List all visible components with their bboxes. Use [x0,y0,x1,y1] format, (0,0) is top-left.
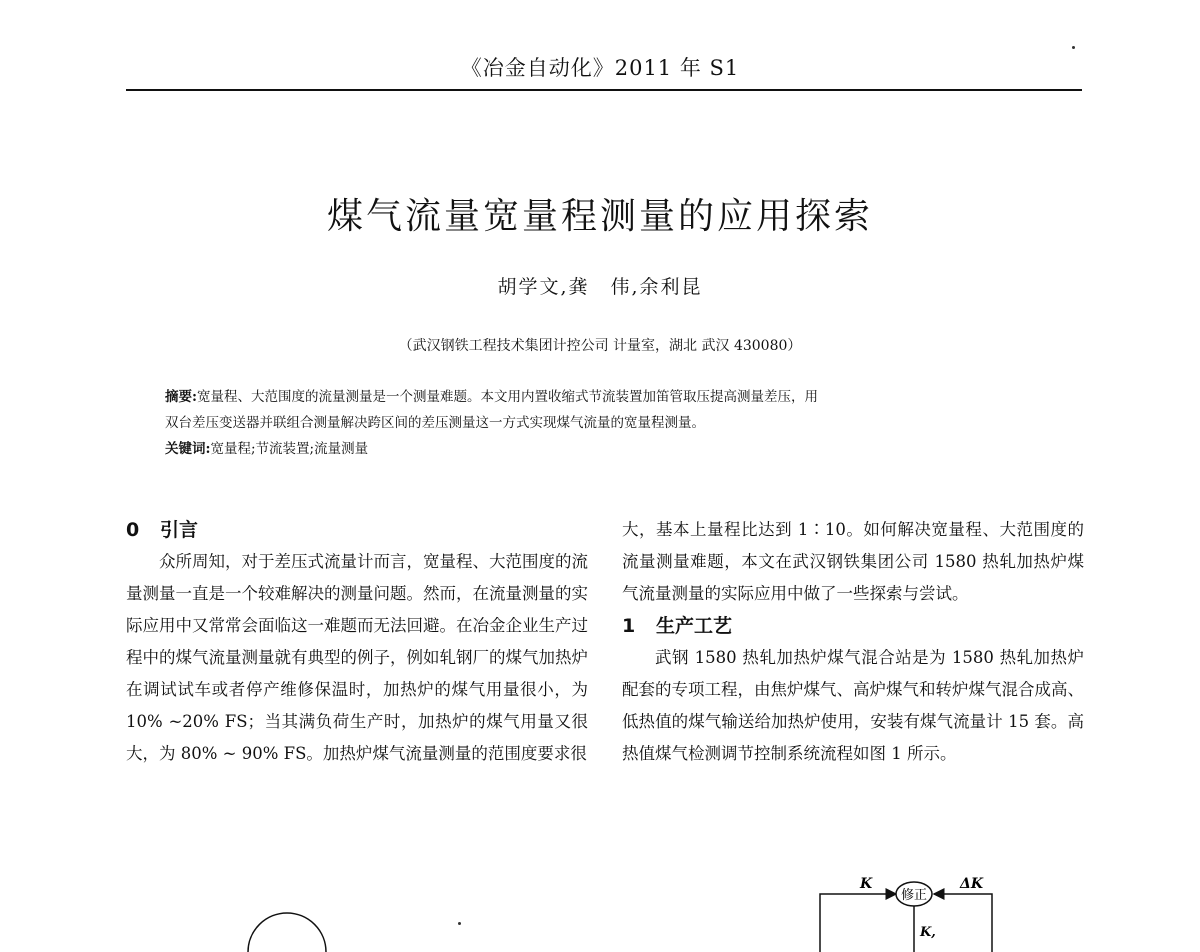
section-1-number: 1 [622,615,636,637]
arrow-k [820,894,896,952]
section-1-heading [622,610,1084,642]
label-kt: K, [920,925,936,940]
keywords-label: 关键词: [165,441,211,457]
arrow-dk [934,894,992,952]
section-0-number: 0 [126,519,140,541]
section-1-title: 生产工艺 [656,615,733,637]
speck-dot-top [1072,46,1075,49]
header-rule [126,89,1082,91]
article-authors: 胡学文,龚 伟,余利昆 [497,276,703,298]
speck-dot [458,922,461,925]
node-label: 修正 [900,888,928,903]
section-0-title: 引言 [160,519,199,541]
abstract-label: 摘要: [165,389,197,405]
journal-header: 《冶金自动化》2011 年 S1 [460,56,740,80]
section-1-paragraph: 武钢 1580 热轧加热炉煤气混合站是为 1580 热轧加热炉配套的专项工程，由焦炉煤气、高炉煤气和转炉煤气混合成高、低热值的煤气输送给加热炉使用，安装有煤气流量计 15 套。高热值煤气检测调节控制系统流程如图 1 所示。 [622,648,1084,763]
abstract-line-1 [165,384,1065,410]
abstract-block [165,384,1065,462]
partial-circle [248,913,326,952]
keywords-text: 宽量程;节流装置;流量测量 [210,441,369,457]
section-0-paragraph: 众所周知，对于差压式流量计而言，宽量程、大范围度的流量测量一直是一个较难解决的测量问题。然而，在流量测量的实际应用中又常常会面临这一难题而无法回避。在冶金企业生产过程中的煤气流量测量就有典型的例子，例如轧钢厂的煤气加热炉在调试试车或者停产维修保温时，加热炉的煤气用量很小，为 10% ~20% FS；当其满负荷生产时，加热炉的煤气用量又很大，为 80% ~ 90% FS。加热炉煤气流量测量的范围度要求很 [126,552,588,763]
left-column [126,514,588,770]
figure-1-diagram [800,872,1010,952]
right-column [622,514,1084,770]
label-dk: ΔK [960,876,984,892]
abstract-text-1: 宽量程、大范围度的流量测量是一个测量难题。本文用内置收缩式节流装置加笛管取压提高测量差压，用 [196,389,818,405]
label-k: K [860,876,873,892]
abstract-text-2: 双台差压变送器并联组合测量解决跨区间的差压测量这一方式实现煤气流量的宽量程测量。 [165,415,705,431]
article-title: 煤气流量宽量程测量的应用探索 [326,196,873,237]
article-affiliation: （武汉钢铁工程技术集团计控公司 计量室，湖北 武汉 430080） [398,338,802,354]
keywords-line [165,436,1065,462]
figure-left-partial [230,912,350,952]
section-0-continuation: 大，基本上量程比达到 1∶10。如何解决宽量程、大范围度的流量测量难题，本文在武汉钢铁集团公司 1580 热轧加热炉煤气流量测量的实际应用中做了一些探索与尝试。 [622,520,1084,603]
section-0-heading [126,514,588,546]
